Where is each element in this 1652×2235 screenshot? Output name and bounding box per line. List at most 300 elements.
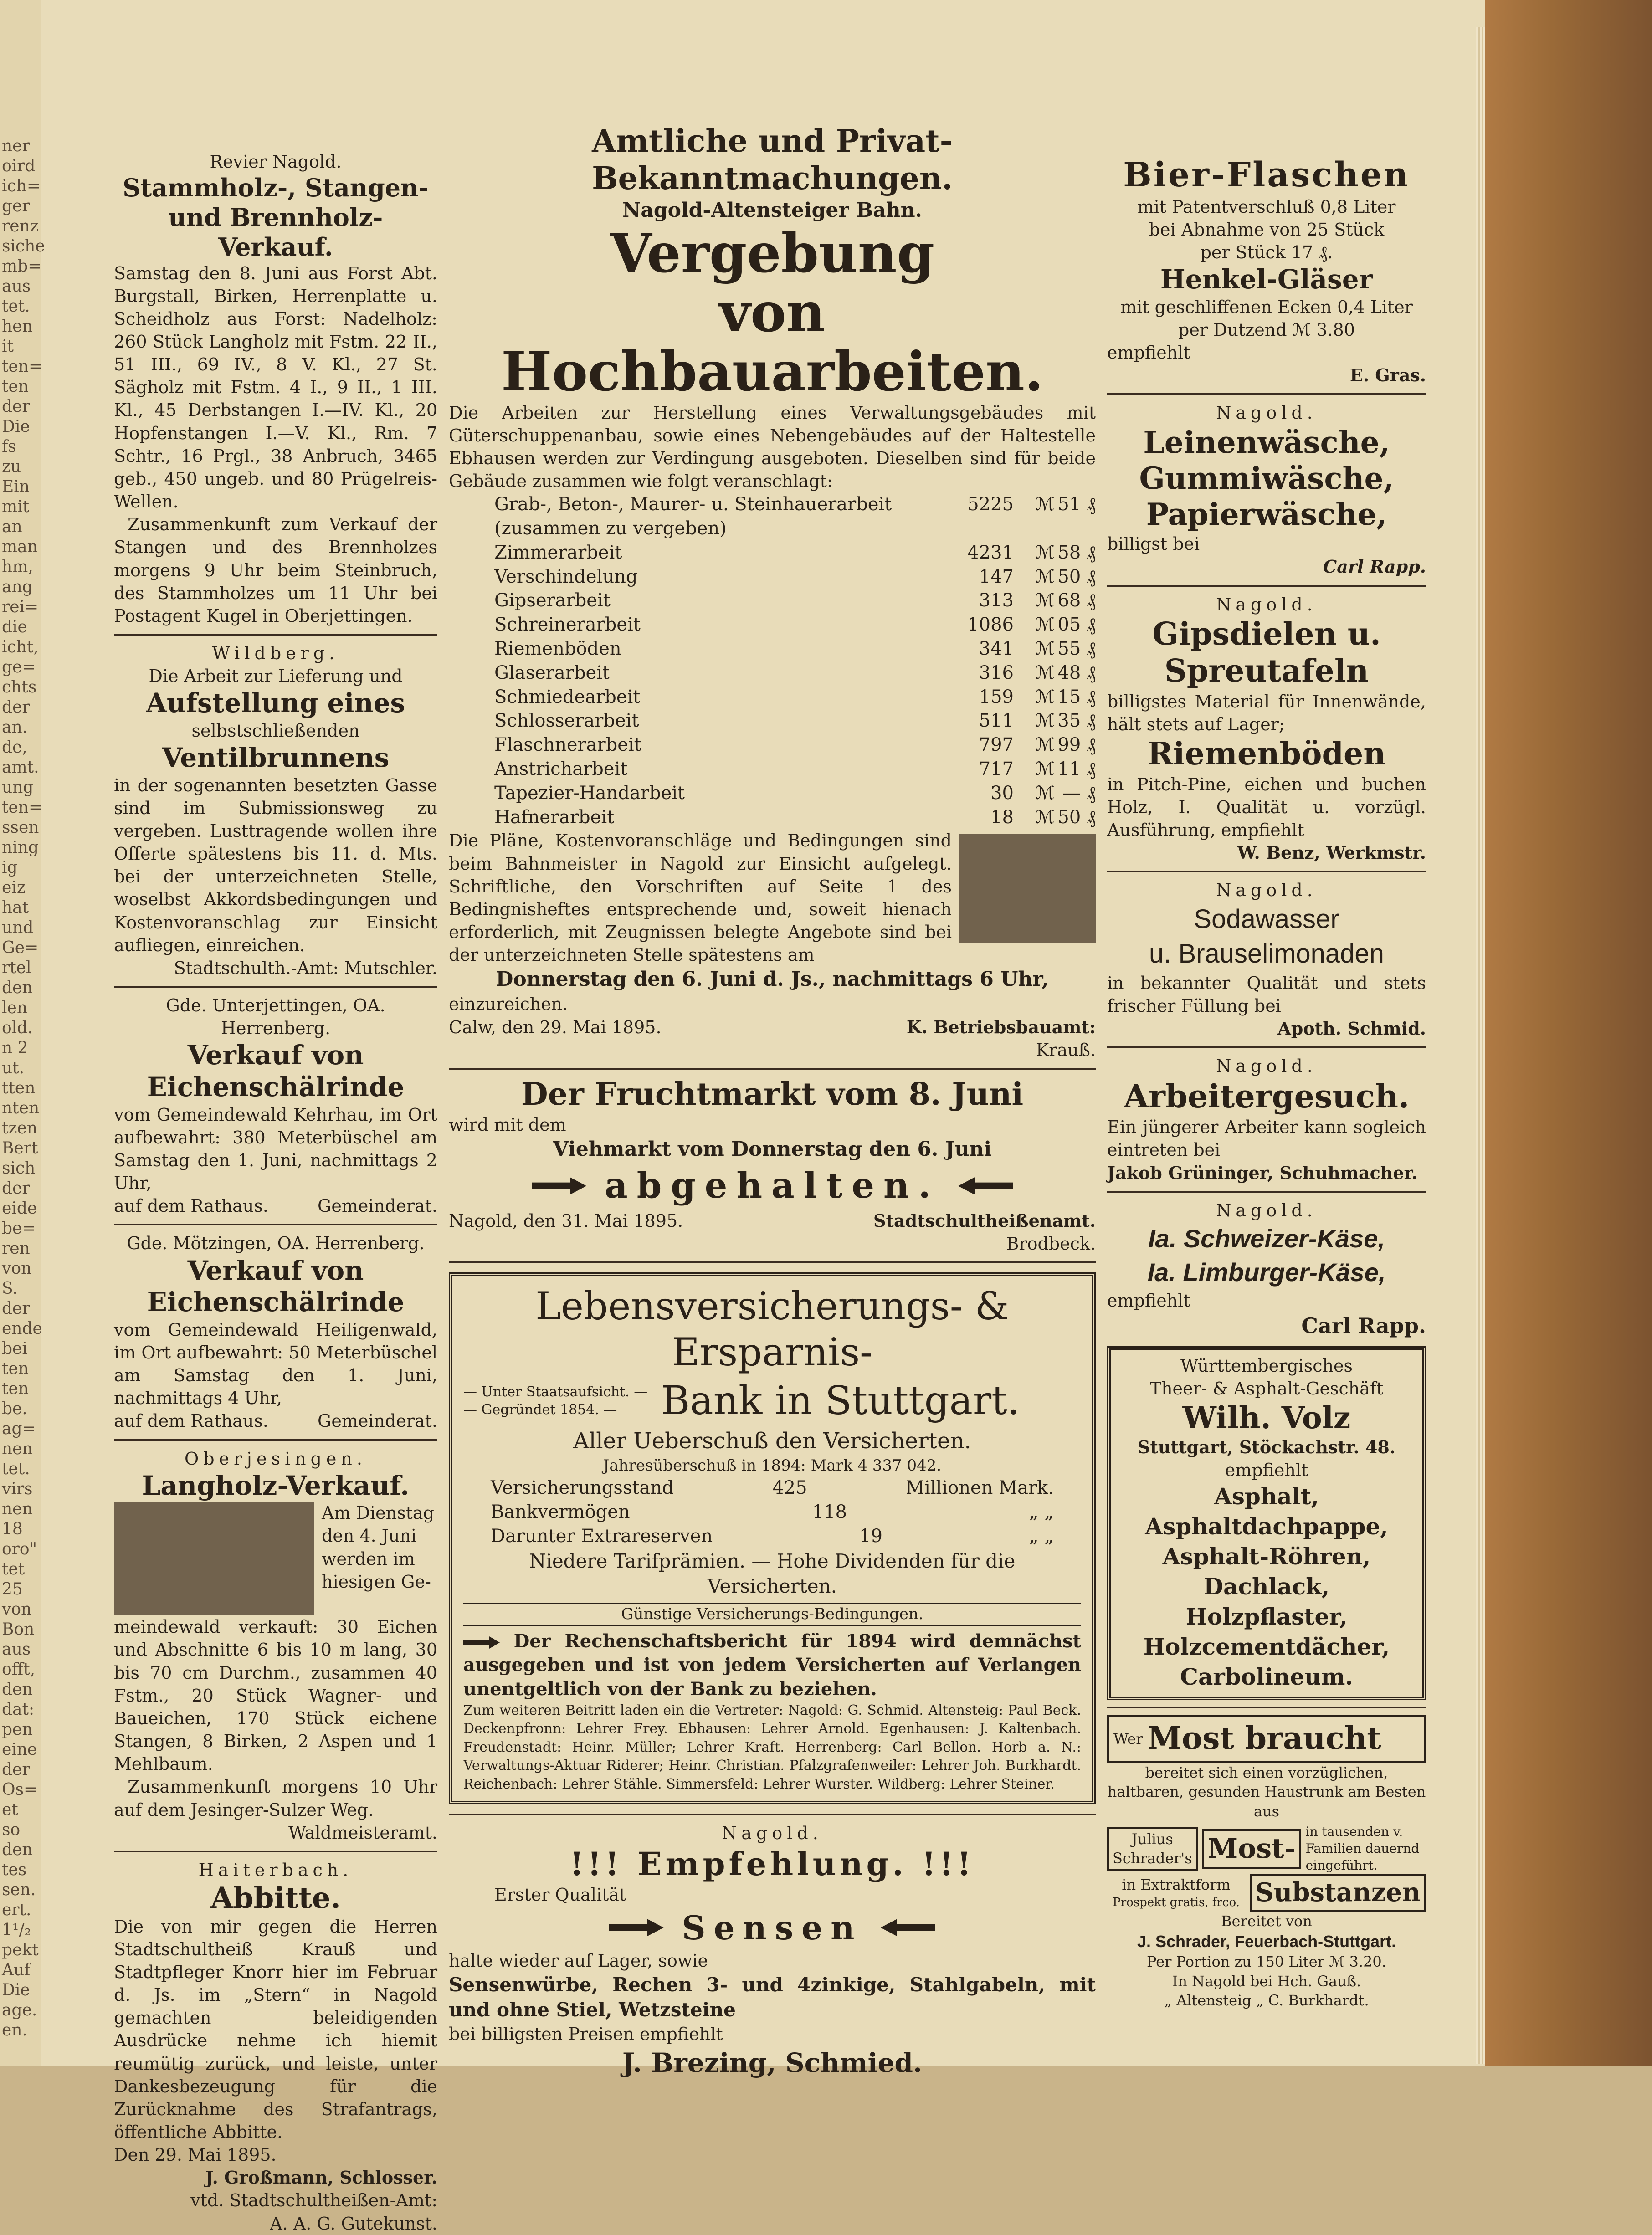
divider	[114, 1224, 437, 1225]
gutter-fragment: ning	[2, 838, 39, 857]
cost-cur: ℳ	[1035, 782, 1055, 804]
ad-text: in der sogenannten besetzten Gasse sind im Submissionsweg zu vergeben. Lusttragende wollen ihre Offerte spätestens bis 11. d. Mts. bei der unterzeichneten Stelle, woselbst Akkordsbedingungen und Kostenvoranschlag zur Einsicht aufliegen, einreichen.	[114, 775, 437, 955]
bank-row-value: 425	[772, 1477, 807, 1499]
ad-title: Aufstellung eines	[146, 687, 405, 719]
gutter-fragment: eide	[2, 1199, 37, 1218]
ad-text: Zusammenkunft zum Verkauf der Stangen und des Brennholzes morgens 9 Uhr beim Steinbruch, des Stammholzes um 11 Uhr bei Postagent Kugel in Oberjettingen.	[114, 514, 437, 626]
gutter-fragment: oro"	[2, 1540, 37, 1558]
ad-title: Der Fruchtmarkt vom 8. Juni	[521, 1076, 1024, 1112]
ad-signature: A. A. G. Gutekunst.	[270, 2213, 437, 2234]
ad-title: Stammholz-, Stangen- und Brennholz-Verkauf.	[123, 173, 429, 261]
ad-text: selbstschließenden	[191, 720, 360, 741]
cost-cur: ℳ	[1035, 662, 1055, 683]
divider	[449, 1814, 1096, 1815]
ad-text: „ Altensteig „ C. Burkhardt.	[1164, 1991, 1369, 2009]
ad-place: Nagold.	[1216, 880, 1317, 901]
cost-label: Gipserarbeit	[494, 590, 611, 611]
gutter-fragment: it	[2, 337, 14, 356]
ad-kaese	[1107, 1199, 1426, 1340]
ad-text: Die Arbeit zur Lieferung und	[149, 666, 403, 687]
pointing-hand-icon	[881, 1919, 935, 1936]
ad-text: bereitet sich einen vorzüglichen, haltbaren, gesunden Haustrunk am Besten aus	[1107, 1764, 1426, 1820]
cost-mark: 159	[979, 686, 1014, 707]
ad-text: bei billigsten Preisen empfiehlt	[449, 2024, 723, 2044]
gutter-fragment: sen.	[2, 1881, 36, 1899]
cost-mark: 797	[979, 734, 1014, 756]
cost-mark: 1086	[967, 614, 1014, 636]
gutter-fragment: nten	[2, 1099, 40, 1118]
gutter-fragment: ert.	[2, 1901, 31, 1919]
gutter-fragment: Die	[2, 417, 30, 436]
ad-bank-box	[449, 1272, 1096, 1804]
cost-pf: — ₰	[1062, 782, 1096, 804]
gutter-fragment: nen	[2, 1440, 33, 1458]
gutter-fragment: ssen	[2, 818, 39, 837]
ad-title: Sodawasser	[1194, 904, 1339, 934]
ad-bier-flaschen	[1107, 155, 1426, 387]
gutter-fragment: tet	[2, 1560, 25, 1579]
ad-signature: Gemeinderat.	[318, 1411, 437, 1431]
cost-cur: ℳ	[1035, 710, 1055, 732]
gutter-fragment: tet.	[2, 297, 30, 316]
gutter-fragment: mb=	[2, 257, 42, 276]
gutter-fragment: man	[2, 538, 38, 556]
gutter-fragment: von	[2, 1600, 32, 1619]
product-item: Asphalt-Röhren,	[1162, 1543, 1371, 1570]
gutter-fragment: dat:	[2, 1700, 35, 1719]
ad-title: Henkel-Gläser	[1160, 264, 1373, 295]
ad-text: Zusammenkunft morgens 10 Uhr auf dem Jesinger-Sulzer Weg.	[114, 1777, 437, 1820]
ad-text: per Stück 17 ₰.	[1200, 242, 1333, 263]
gutter-fragment: sich	[2, 1159, 36, 1178]
divider	[114, 986, 437, 988]
gutter-fragment: von	[2, 1259, 32, 1278]
gutter-fragment: S.	[2, 1279, 18, 1298]
ad-text: Die Pläne, Kostenvoranschläge und Bedingungen sind beim Bahnmeister in Nagold zur Einsicht aufgelegt. Schriftliche, den Vorschriften auf Seite 1 des Bedingnisheftes entsprechende und, soweit hienach erforderlich, mit Zeugnissen belegte Angebote sind bei der unterzeichneten Stelle spätestens am	[449, 830, 952, 965]
bank-row	[491, 1524, 1054, 1548]
gutter-fragment: hm,	[2, 558, 33, 576]
ad-title: Most braucht	[1147, 1720, 1381, 1757]
ad-date: Calw, den 29. Mai 1895.	[449, 1017, 662, 1037]
divider	[1107, 1046, 1426, 1048]
divider	[1107, 1191, 1426, 1193]
ad-text: Ein jüngerer Arbeiter kann sogleich eintreten bei	[1107, 1117, 1426, 1160]
ad-title: u. Brauselimonaden	[1149, 939, 1384, 969]
gutter-fragment: aus	[2, 277, 31, 296]
gutter-fragment: ig	[2, 858, 18, 877]
ad-title: !!! Empfehlung. !!!	[569, 1845, 975, 1883]
column-middle	[449, 123, 1096, 2080]
ad-signature: Brodbeck.	[1006, 1233, 1096, 1254]
gutter-fragment: et	[2, 1800, 18, 1819]
ad-title: Verkauf von Eichenschälrinde	[147, 1255, 405, 1318]
gutter-fragment: Bon	[2, 1620, 35, 1639]
cost-label: Grab-, Beton-, Maurer- u. Steinhauerarbeit (zusammen zu vergeben)	[494, 494, 892, 539]
cost-mark: 147	[979, 566, 1014, 587]
gutter-fragment: ten	[2, 377, 29, 396]
ad-text: Am Dienstag den 4. Juni werden im hiesigen Ge-	[322, 1503, 434, 1592]
gutter-fragment: amt.	[2, 758, 39, 777]
lumberjack-woodcut-image	[114, 1502, 314, 1615]
gutter-fragment: und	[2, 918, 34, 937]
ad-place: Wildberg.	[212, 643, 339, 664]
cost-cur: ℳ	[1035, 590, 1055, 611]
gutter-fragment: tzen	[2, 1119, 37, 1138]
ad-waesche	[1107, 401, 1426, 578]
ad-text: in Pitch-Pine, eichen und buchen Holz, I. Qualität u. vorzügl. Ausführung, empfiehlt	[1107, 774, 1426, 841]
ad-text: Julius	[1131, 1830, 1173, 1848]
gutter-fragment: Die	[2, 1981, 30, 1999]
cost-pf: 99 ₰	[1057, 734, 1096, 756]
cost-pf: 68 ₰	[1057, 590, 1096, 611]
ad-title: Arbeitergesuch.	[1124, 1077, 1410, 1116]
gutter-fragment: zu	[2, 457, 21, 476]
ad-gipsdielen	[1107, 593, 1426, 865]
bank-figures	[463, 1476, 1081, 1548]
gutter-fragment: ang	[2, 578, 33, 596]
cost-label: Schlosserarbeit	[494, 710, 639, 732]
ad-signature: W. Benz, Werkmstr.	[1237, 842, 1426, 863]
ad-signature: vtd. Stadtschultheißen-Amt:	[190, 2190, 437, 2211]
ad-place: Nagold.	[1216, 594, 1317, 615]
ad-text: vom Gemeindewald Kehrhau, im Ort aufbewahrt: 380 Meterbüschel am Samstag den 1. Juni, nachmittags 2 Uhr,	[114, 1104, 437, 1194]
ad-text: Per Portion zu 150 Liter ℳ 3.20.	[1147, 1953, 1386, 1971]
gutter-fragment: Bert	[2, 1139, 38, 1158]
gutter-fragment: oird	[2, 157, 36, 175]
ad-revier-nagold	[114, 150, 437, 627]
gutter-fragment: tten	[2, 1079, 36, 1097]
product-item: Asphaltdachpappe,	[1145, 1513, 1388, 1540]
ad-text: in Extraktform	[1122, 1876, 1231, 1894]
gutter-fragment: den	[2, 1840, 33, 1859]
gutter-fragment: offt,	[2, 1660, 36, 1679]
ad-text: J. Schrader, Feuerbach-Stuttgart.	[1137, 1932, 1396, 1951]
cost-label: Hafnerarbeit	[494, 806, 615, 828]
cost-pf: 51 ₰	[1057, 494, 1096, 515]
gutter-fragment: der	[2, 1179, 30, 1198]
gutter-fragment: de,	[2, 738, 27, 757]
pointing-hand-icon	[532, 1177, 586, 1194]
gutter-fragment: ren	[2, 1239, 30, 1258]
ad-agents: Zum weiteren Beitritt laden ein die Vertreter: Nagold: G. Schmid. Altensteig: Paul Beck. Deckenpfronn: Lehrer Frey. Ebhausen: Lehrer Arnold. Egenhausen: J. Kaltenbach. Freudenstadt: Heinr. Müller; Lehrer Kraft. Herrenberg: Carl Bellon. Horb a. N.: Verwaltungs-Aktuar Riderer; Heinr. Christian. Pfalzgrafenweiler: Lehrer Joh. Burkhardt. Reichenbach: Lehrer Stähle. Simmersfeld: Lehrer Wurster. Wildberg: Lehrer Steiner.	[463, 1702, 1081, 1792]
cost-cur: ℳ	[1035, 614, 1055, 636]
gutter-fragment: Os=	[2, 1780, 38, 1799]
ad-bar: Günstige Versicherungs-Bedingungen.	[463, 1603, 1081, 1626]
ad-text: Die von mir gegen die Herren Stadtschultheiß Krauß und Stadtpfleger Knorr hier im Februar d. Js. im „Stern“ in Nagold gemachten beleidigenden Ausdrücke nehme ich hiemit reumütig zurück, und leiste, unter Dankesbezeugung für die Zurücknahme des Strafantrags, öffentliche Abbitte.	[114, 1916, 437, 2142]
ad-text: auf dem Rathaus.	[114, 1196, 268, 1216]
gutter-fragment: hen	[2, 317, 33, 336]
ad-signature: Krauß.	[1036, 1040, 1096, 1060]
product-item: Dachlack,	[1203, 1573, 1330, 1600]
gutter-fragment: eine	[2, 1740, 37, 1759]
ad-title: Gummiwäsche,	[1139, 460, 1394, 496]
ad-text: vom Gemeindewald Heiligenwald, im Ort aufbewahrt: 50 Meterbüschel am Samstag den 1. Juni, nachmittags 4 Uhr,	[114, 1319, 437, 1409]
ad-title: Spreutafeln	[1164, 653, 1369, 690]
ad-title: Ia. Schweizer-Käse,	[1148, 1224, 1385, 1253]
cost-label: Schreinerarbeit	[494, 614, 641, 636]
gutter-fragment: ge=	[2, 658, 36, 677]
ad-title: Abbitte.	[210, 1881, 341, 1915]
bank-row-value: 118	[812, 1502, 847, 1523]
cost-pf: 05 ₰	[1057, 614, 1096, 636]
ad-title: Most-	[1202, 1829, 1301, 1869]
cost-label: Anstricharbeit	[494, 759, 628, 780]
ad-text: Wer	[1113, 1730, 1143, 1748]
cost-pf: 35 ₰	[1057, 710, 1096, 732]
divider	[114, 1439, 437, 1441]
ad-text: einzureichen.	[449, 994, 568, 1015]
ad-wildberg	[114, 642, 437, 979]
ad-text: bei Abnahme von 25 Stück	[1149, 219, 1385, 240]
ad-text: Stuttgart, Stöckachstr. 48.	[1137, 1437, 1396, 1458]
divider	[449, 1261, 1096, 1263]
ad-text: empfiehlt	[1107, 343, 1190, 363]
cost-mark: 313	[979, 590, 1014, 611]
pointing-hand-icon	[463, 1636, 500, 1649]
ad-haiterbach	[114, 1859, 437, 2235]
gutter-fragment: der	[2, 1299, 30, 1318]
product-item: Holzcementdächer,	[1143, 1633, 1390, 1661]
gutter-fragment: pen	[2, 1720, 33, 1739]
ad-vergebung	[449, 197, 1096, 1061]
ad-text: Bereitet von	[1221, 1912, 1312, 1930]
divider	[114, 1851, 437, 1852]
ad-date: Den 29. Mai 1895.	[114, 2145, 277, 2165]
gutter-fragment: 18	[2, 1520, 23, 1538]
ad-place: Nagold.	[1216, 1056, 1317, 1076]
gutter-fragment: rtel	[2, 959, 31, 977]
ad-text: Der Rechenschaftsbericht für 1894 wird demnächst ausgegeben und ist von jedem Versicherten auf Verlangen unentgeltlich von der Bank zu beziehen.	[463, 1630, 1081, 1700]
gutter-fragment: tet.	[2, 1460, 30, 1478]
column-right	[1107, 155, 1426, 2010]
ad-signature: Stadtschulth.-Amt: Mutschler.	[174, 958, 437, 978]
ad-title: Papierwäsche,	[1146, 497, 1387, 533]
product-list	[1120, 1481, 1413, 1692]
cost-mark: 4231	[967, 542, 1014, 563]
gutter-fragment: ner	[2, 137, 30, 155]
ad-signature: Waldmeisteramt.	[288, 1822, 437, 1843]
ad-title: Langholz-Verkauf.	[142, 1470, 410, 1501]
gutter-fragment: so	[2, 1820, 21, 1839]
divider	[1107, 393, 1426, 395]
bank-row	[491, 1500, 1054, 1524]
gutter-fragment: ten	[2, 1379, 29, 1398]
pointing-hand-icon	[958, 1177, 1013, 1194]
gutter-fragment: en.	[2, 2021, 27, 2040]
ad-signature: J. Großmann, Schlosser.	[205, 2167, 437, 2188]
cost-cur: ℳ	[1035, 806, 1055, 828]
cost-mark: 30	[990, 782, 1014, 804]
ad-text: meindewald verkauft: 30 Eichen und Abschnitte 6 bis 10 m lang, 30 bis 70 cm Durchm., zusammen 40 Fstm., 20 Stück Wagner- und Baueichen, 170 Stück eichene Stangen, 8 Birken, 2 Aspen und 1 Mehlbaum.	[114, 1617, 437, 1774]
bank-row-label: Versicherungsstand	[491, 1477, 674, 1499]
gutter-fragment: ten=	[2, 798, 43, 817]
cost-label: Tapezier-Handarbeit	[494, 782, 685, 804]
gutter-fragment: mit	[2, 497, 30, 516]
cost-mark: 717	[979, 759, 1014, 780]
cost-cur: ℳ	[1035, 638, 1055, 660]
product-item: Holzpflaster,	[1185, 1603, 1348, 1630]
ad-subtitle: Aller Ueberschuß den Versicherten.	[573, 1428, 971, 1454]
gutter-fragment: siche	[2, 237, 45, 256]
ad-arbeitergesuch	[1107, 1055, 1426, 1184]
divider	[449, 1068, 1096, 1070]
bank-row	[491, 1476, 1054, 1500]
ad-place: Nagold.	[1216, 403, 1317, 423]
ad-place: Oberjesingen.	[185, 1448, 367, 1469]
gutter-fragment: fs	[2, 437, 16, 456]
gutter-fragment: ger	[2, 197, 30, 215]
ad-signature: Stadtschultheißenamt.	[873, 1210, 1096, 1231]
section-header: Amtliche und Privat-Bekanntmachungen.	[592, 123, 953, 197]
ad-header: Nagold-Altensteiger Bahn.	[622, 199, 922, 222]
gutter-fragment: n 2	[2, 1039, 28, 1057]
ad-signature: Jakob Grüninger, Schuhmacher.	[1107, 1162, 1418, 1183]
ad-text: wird mit dem	[449, 1114, 566, 1135]
ad-signature: E. Gras.	[1349, 365, 1426, 386]
gutter-fragment: der	[2, 397, 30, 416]
gutter-fragment: tes	[2, 1861, 27, 1879]
ad-text: Sensenwürbe, Rechen 3- und 4zinkige, Stahlgabeln, mit und ohne Stiel, Wetzsteine	[449, 1973, 1096, 2021]
gutter-fragment: ich=	[2, 177, 41, 195]
ad-text: Schrader's	[1113, 1850, 1192, 1867]
cost-label: Verschindelung	[494, 566, 638, 587]
bank-row-unit: „ „	[1029, 1502, 1054, 1523]
ad-text: Erster Qualität	[494, 1884, 626, 1905]
ad-signature: Carl Rapp.	[1301, 1313, 1426, 1338]
cost-label: Riemenböden	[494, 638, 621, 660]
ad-text: Viehmarkt vom Donnerstag den 6. Juni	[553, 1137, 992, 1161]
column-left	[114, 150, 437, 2235]
cost-table	[449, 492, 1096, 829]
gutter-fragment: hat	[2, 898, 29, 917]
cost-pf: 50 ₰	[1057, 566, 1096, 587]
cost-mark: 511	[979, 710, 1014, 732]
cost-mark: 5225	[967, 494, 1014, 515]
cost-pf: 55 ₰	[1057, 638, 1096, 660]
gutter-fragment: die	[2, 618, 27, 636]
cost-cur: ℳ	[1035, 734, 1055, 756]
divider	[1107, 585, 1426, 587]
ad-text: mit Patentverschluß 0,8 Liter	[1137, 196, 1396, 217]
cost-pf: 58 ₰	[1057, 542, 1096, 563]
gutter-fragment: Ge=	[2, 938, 39, 957]
gutter-fragment: ende	[2, 1319, 42, 1338]
product-item: Carbolineum.	[1180, 1663, 1353, 1691]
divider	[114, 634, 437, 636]
cost-cur: ℳ	[1035, 542, 1055, 563]
ad-sensen	[449, 1822, 1096, 2080]
gutter-fragment: pekt	[2, 1941, 39, 1959]
gutter-fragment: age.	[2, 2001, 37, 2020]
gutter-fragment: ten=	[2, 357, 43, 376]
gutter-fragment: der	[2, 1760, 30, 1779]
cost-mark: 341	[979, 638, 1014, 660]
gutter-fragment: ten	[2, 1359, 29, 1378]
ad-text: in tausenden v. Familien dauernd eingeführt.	[1305, 1824, 1420, 1873]
ad-unterjettingen	[114, 994, 437, 1217]
ad-text: — Gegründet 1854. —	[463, 1402, 617, 1418]
gutter-fragment: Ein	[2, 477, 30, 496]
ad-place: Gde. Unterjettingen, OA. Herrenberg.	[166, 995, 385, 1039]
ad-title: Ventilbrunnens	[162, 742, 390, 774]
ad-text: Württembergisches	[1180, 1355, 1353, 1376]
ad-oberjesingen	[114, 1447, 437, 1844]
book-spine	[1485, 0, 1652, 2066]
ad-place: Haiterbach.	[198, 1860, 353, 1880]
ad-title: Vergebung	[610, 221, 935, 285]
gutter-fragment: 1¹/₂	[2, 1921, 31, 1939]
ad-title: Leinenwäsche,	[1143, 424, 1390, 460]
bank-row-label: Darunter Extrareserven	[491, 1525, 713, 1547]
gutter-fragment: chts	[2, 678, 37, 697]
cost-cur: ℳ	[1035, 494, 1055, 515]
gutter-fragment: be=	[2, 1219, 36, 1238]
ad-title: Riemenböden	[1147, 736, 1386, 773]
cost-pf: 15 ₰	[1057, 686, 1096, 707]
cost-mark: 316	[979, 662, 1014, 683]
ad-text: Samstag den 8. Juni aus Forst Abt. Burgstall, Birken, Herrenplatte u. Scheidholz aus Forst: Nadelholz: 260 Stück Langholz mit Fstm. 22 II., 51 III., 69 IV., 8 V. Kl., 27 St. Sägholz mit Fstm. 4 I., 9 II., 1 III. Kl., 45 Derbstangen I.—IV. Kl., 20 Hopfenstangen I.—V. Kl., Rm. 7 Schtr., 16 Prgl., 38 Anbruch, 3465 geb., 450 ungeb. und 80 Prügelreis-Wellen.	[114, 263, 437, 512]
ad-text: — Unter Staatsaufsicht. —	[463, 1384, 648, 1400]
ad-title: Wilh. Volz	[1182, 1399, 1351, 1435]
ad-date: Nagold, den 31. Mai 1895.	[449, 1210, 683, 1231]
ad-deadline: Donnerstag den 6. Juni d. Js., nachmittags 6 Uhr,	[496, 968, 1049, 991]
ad-text: billigst bei	[1107, 534, 1200, 554]
bank-row-unit: „ „	[1029, 1525, 1054, 1547]
cost-cur: ℳ	[1035, 686, 1055, 707]
gutter-fragment: virs	[2, 1480, 33, 1498]
ad-title: Bank in Stuttgart.	[661, 1378, 1020, 1424]
cost-label: Glaserarbeit	[494, 662, 610, 683]
pointing-hand-icon	[609, 1919, 664, 1936]
cost-pf: 11 ₰	[1057, 759, 1096, 780]
ad-volz-box	[1107, 1346, 1426, 1701]
ad-fruchtmarkt	[449, 1076, 1096, 1255]
gutter-fragment: be.	[2, 1399, 27, 1418]
gutter-fragment: den	[2, 979, 33, 997]
cost-label: Schmiedearbeit	[494, 686, 641, 707]
gutter-fragment: 25	[2, 1580, 23, 1599]
gutter-fragment: Auf	[2, 1961, 31, 1979]
cost-label: Zimmerarbeit	[494, 542, 622, 563]
ad-place: Nagold.	[722, 1823, 823, 1844]
ad-signature: Carl Rapp.	[1323, 556, 1426, 577]
ad-text: mit geschliffenen Ecken 0,4 Liter	[1120, 297, 1413, 317]
ad-moetzingen	[114, 1232, 437, 1432]
product-item: Asphalt,	[1214, 1483, 1319, 1510]
gutter-fragment: renz	[2, 217, 39, 236]
gutter-fragment: icht,	[2, 638, 39, 656]
divider	[1107, 1707, 1426, 1708]
ad-signature: J. Brezing, Schmied.	[622, 2047, 923, 2078]
gutter-fragment: nen	[2, 1500, 33, 1518]
ad-title: Lebensversicherungs- & Ersparnis-	[535, 1284, 1009, 1374]
ad-title: abgehalten.	[605, 1164, 940, 1206]
ad-text: empfiehlt	[1107, 1290, 1190, 1311]
ad-text: per Dutzend ℳ 3.80	[1178, 320, 1355, 340]
bank-row-unit: Millionen Mark.	[906, 1477, 1054, 1499]
cost-mark: 18	[990, 806, 1014, 828]
ad-text: halte wieder auf Lager, sowie	[449, 1950, 708, 1971]
ad-text: empfiehlt	[1225, 1460, 1308, 1481]
ad-text: Niedere Tarifprämien. — Hohe Dividenden für die Versicherten.	[529, 1549, 1016, 1598]
ad-title: Gipsdielen u.	[1152, 615, 1381, 652]
ad-signature: Apoth. Schmid.	[1277, 1018, 1426, 1039]
cost-pf: 50 ₰	[1057, 806, 1096, 828]
cost-pf: 48 ₰	[1057, 662, 1096, 683]
ad-text: Jahresüberschuß in 1894: Mark 4 337 042.	[603, 1456, 942, 1475]
ad-text: Prospekt gratis, frco.	[1113, 1895, 1240, 1909]
gutter-fragment: ung	[2, 778, 34, 797]
